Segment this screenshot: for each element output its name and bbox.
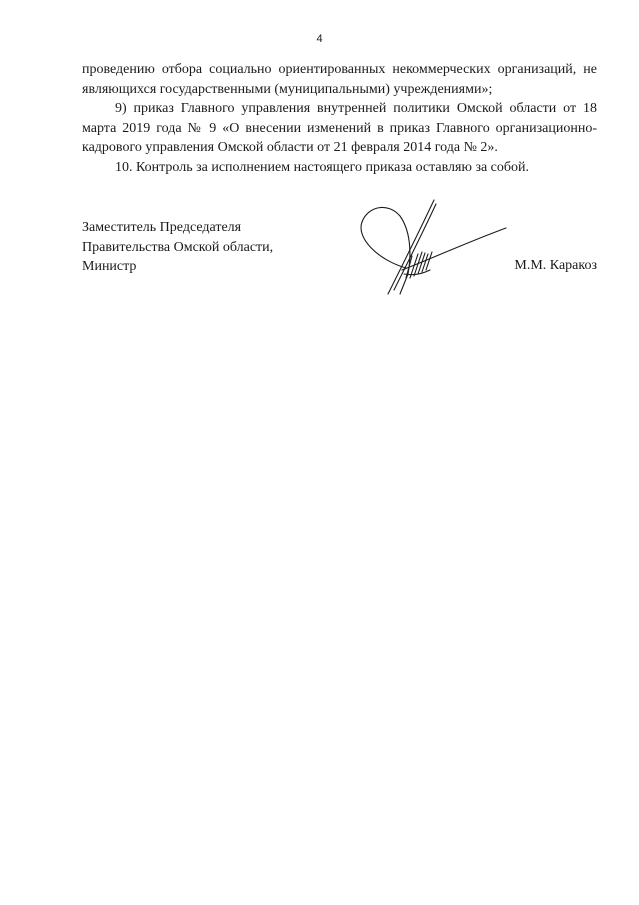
position-line: Правительства Омской области, [82, 239, 274, 255]
paragraph-item-10: 10. Контроль за исполнением настоящего приказа оставляю за собой. [115, 159, 530, 175]
handwritten-signature-icon [348, 190, 513, 300]
paragraph-continuation: проведению отбора социально ориентированных некоммерческих организаций, не являющихся государственными (муниципальными) учреждениями»; [82, 62, 597, 97]
page-number: 4 [316, 33, 323, 45]
signer-name: М.М. Каракоз [514, 258, 597, 273]
document-body [82, 60, 597, 177]
paragraph-item-9: 9) приказ Главного управления внутренней политики Омской области от 18 марта 2019 года № 9 «О внесении изменений в приказ Главного организационно-кадрового управления Омской области от 21 февраля 2014 года № 2». [82, 101, 597, 155]
signatory-position [82, 218, 273, 277]
position-line: Министр [82, 259, 137, 274]
position-line: Заместитель Председателя [82, 220, 242, 235]
